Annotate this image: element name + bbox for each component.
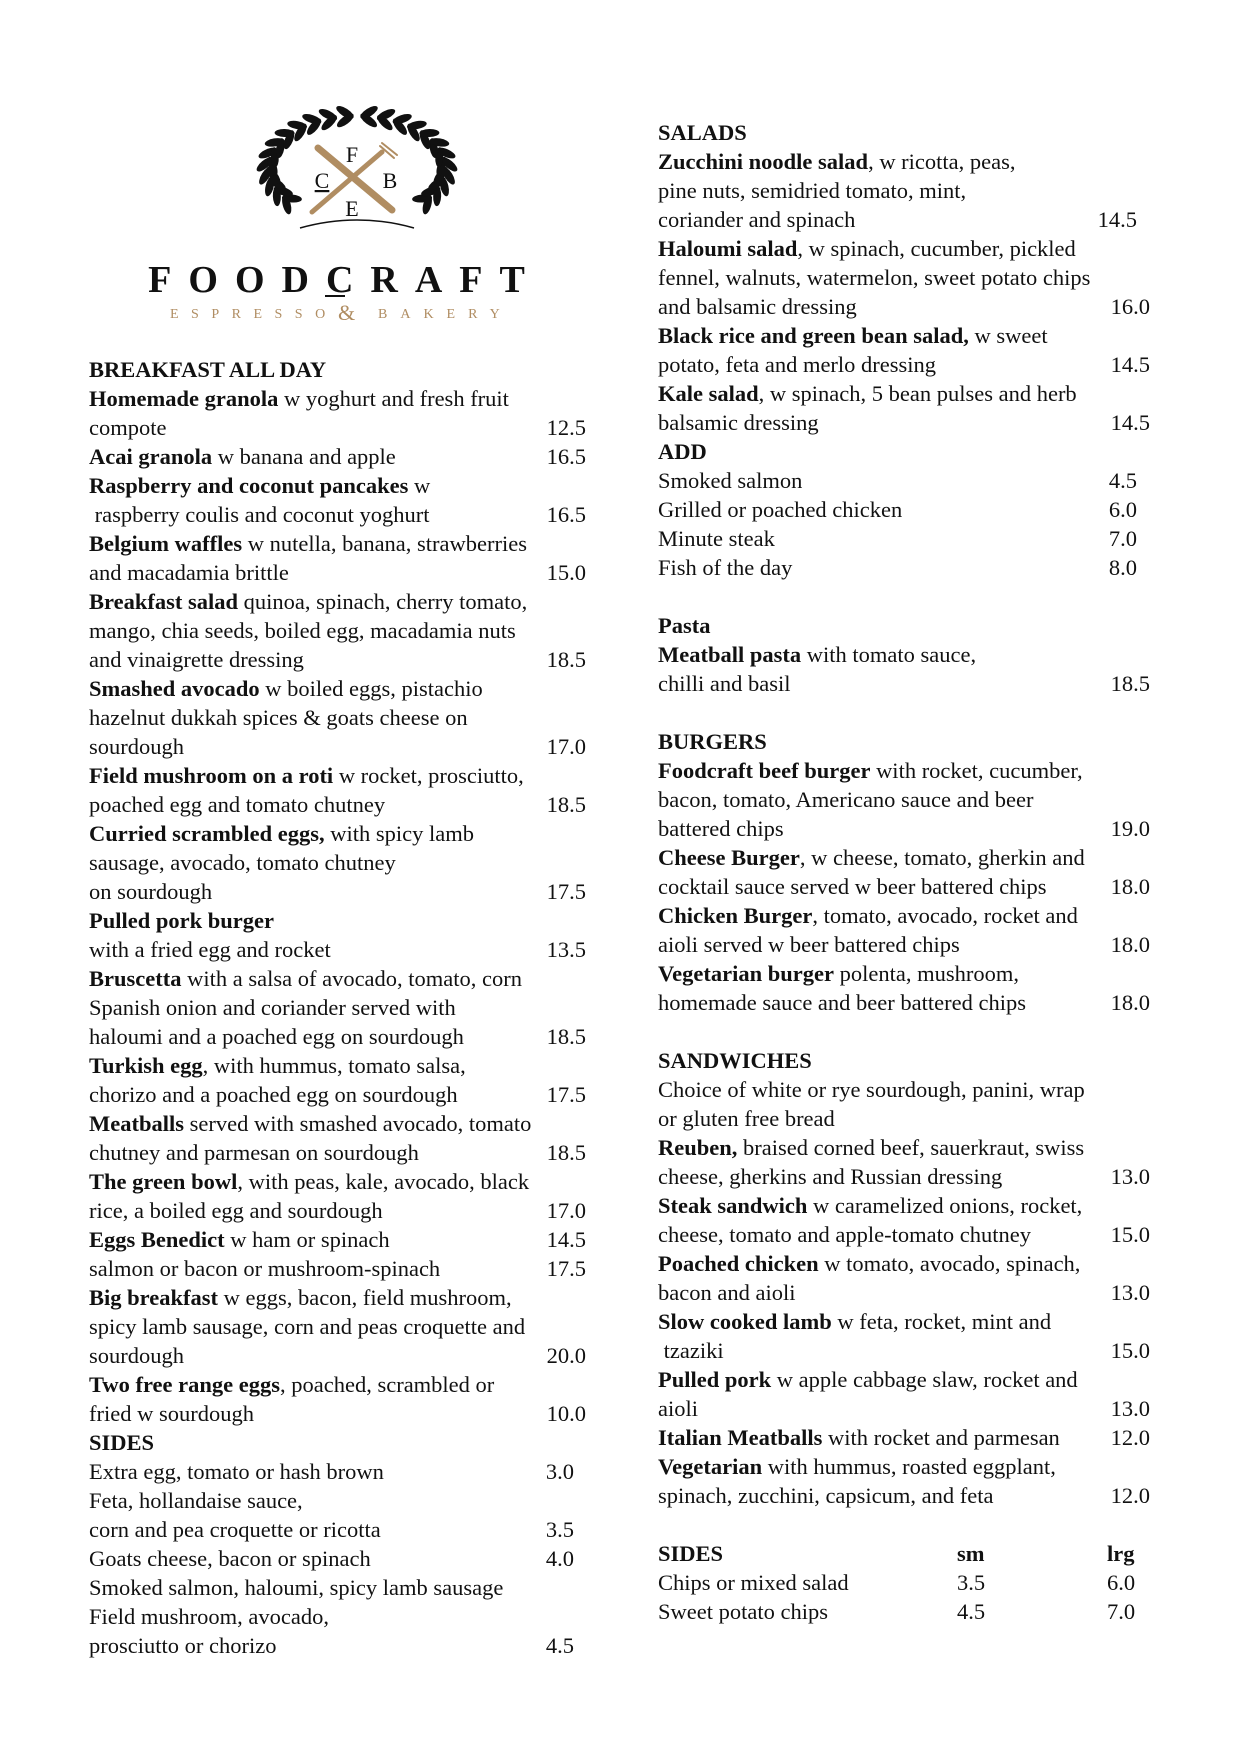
price-small: 3.5: [957, 1570, 986, 1595]
section-heading: SANDWICHES: [658, 1048, 812, 1073]
item-description: coriander and spinach: [658, 207, 856, 232]
menu-line: [658, 1133, 1150, 1162]
price-large: 6.0: [1107, 1570, 1136, 1595]
item-price: 12.0: [1110, 1425, 1150, 1450]
item-description: Minute steak: [658, 526, 775, 551]
item-price: 10.0: [546, 1401, 586, 1426]
item-name: Zucchini noodle salad: [658, 149, 869, 174]
menu-line: [89, 645, 586, 674]
item-price: 3.5: [545, 1517, 574, 1542]
menu-line: [89, 935, 586, 964]
menu-line: [658, 1394, 1150, 1423]
section-heading-row: [658, 611, 1150, 640]
menu-line: [89, 384, 586, 413]
item-description: Spanish onion and coriander served with: [89, 995, 456, 1020]
item-description: spinach, zucchini, capsicum, and feta: [658, 1483, 994, 1508]
item-description: Smoked salmon, haloumi, spicy lamb sausage: [89, 1575, 504, 1600]
item-description: , poached, scrambled or: [280, 1372, 495, 1397]
menu-line: [89, 471, 586, 500]
item-description: with tomato sauce,: [801, 642, 977, 667]
menu-line: [89, 1051, 586, 1080]
item-description: homemade sauce and beer battered chips: [658, 990, 1026, 1015]
item-price: 18.0: [1110, 874, 1150, 899]
item-description: chorizo and a poached egg on sourdough: [89, 1082, 458, 1107]
section-heading: BURGERS: [658, 729, 767, 754]
item-price: 3.0: [545, 1459, 574, 1484]
size-small-header: sm: [957, 1541, 985, 1566]
item-description: and balsamic dressing: [658, 294, 857, 319]
menu-line: [89, 529, 586, 558]
item-name: Foodcraft beef burger: [658, 758, 871, 783]
item-description: , with hummus, tomato salsa,: [202, 1053, 466, 1078]
monogram-c: C: [314, 168, 330, 193]
item-description: with rocket and parmesan: [822, 1425, 1060, 1450]
item-description: battered chips: [658, 816, 784, 841]
item-description: cheese, tomato and apple-tomato chutney: [658, 1222, 1031, 1247]
menu-line: [89, 1573, 586, 1602]
menu-line: [658, 1481, 1150, 1510]
menu-line: [658, 321, 1150, 350]
item-description: corn and pea croquette or ricotta: [89, 1517, 381, 1542]
item-price: 18.5: [546, 1024, 586, 1049]
item-description: , w ricotta, peas,: [868, 149, 1016, 174]
item-name: Chicken Burger: [658, 903, 813, 928]
item-description: sourdough: [89, 734, 184, 759]
item-description: Field mushroom, avocado,: [89, 1604, 329, 1629]
menu-line: [89, 1602, 586, 1631]
item-price: 18.0: [1110, 990, 1150, 1015]
menu-line: [658, 263, 1150, 292]
item-name: Meatball pasta: [658, 642, 802, 667]
item-description: with a salsa of avocado, tomato, corn: [181, 966, 523, 991]
item-price: 16.5: [546, 444, 586, 469]
item-price: 17.0: [546, 1198, 586, 1223]
item-price: 17.0: [546, 734, 586, 759]
item-description: hazelnut dukkah spices & goats cheese on: [89, 705, 468, 730]
item-price: 6.0: [1108, 497, 1137, 522]
menu-line: [658, 1597, 1150, 1626]
item-price: 14.5: [1097, 207, 1137, 232]
item-name: Steak sandwich: [658, 1193, 808, 1218]
item-description: w rocket, prosciutto,: [333, 763, 524, 788]
menu-line: [658, 843, 1150, 872]
menu-line: [658, 1104, 1150, 1133]
item-description: or gluten free bread: [658, 1106, 835, 1131]
menu-line: [89, 1370, 586, 1399]
item-name: Cheese Burger: [658, 845, 800, 870]
menu-line: [89, 1515, 586, 1544]
item-description: Grilled or poached chicken: [658, 497, 903, 522]
item-price: 15.0: [1110, 1222, 1150, 1247]
menu-line: [658, 1423, 1150, 1452]
menu-line: [658, 234, 1150, 263]
item-price: 18.5: [546, 1140, 586, 1165]
menu-line: [658, 785, 1150, 814]
item-name: Haloumi salad: [658, 236, 798, 261]
item-price: 7.0: [1108, 526, 1137, 551]
item-name: Reuben,: [658, 1135, 738, 1160]
item-description: and vinaigrette dressing: [89, 647, 304, 672]
menu-line: [658, 872, 1150, 901]
menu-line: [89, 1167, 586, 1196]
section-heading-row: [658, 118, 1150, 147]
spacer: [658, 582, 1150, 611]
menu-line: [89, 906, 586, 935]
item-price: 8.0: [1108, 555, 1137, 580]
menu-line: [89, 1022, 586, 1051]
item-name: Pulled pork: [658, 1367, 772, 1392]
section-heading-row: [658, 1046, 1150, 1075]
item-name: Black rice and green bean salad,: [658, 323, 969, 348]
menu-line: [89, 1341, 586, 1370]
menu-line: [658, 901, 1150, 930]
section-heading: Pasta: [658, 613, 711, 638]
price-small: 4.5: [957, 1599, 986, 1624]
item-price: 14.5: [1110, 352, 1150, 377]
menu-line: [89, 1109, 586, 1138]
item-description: prosciutto or chorizo: [89, 1633, 277, 1658]
menu-line: [89, 848, 586, 877]
item-description: salmon or bacon or mushroom-spinach: [89, 1256, 441, 1281]
menu-line: [658, 1220, 1150, 1249]
item-name: Raspberry and coconut pancakes: [89, 473, 409, 498]
item-description: chilli and basil: [658, 671, 791, 696]
item-price: 4.5: [545, 1633, 574, 1658]
menu-line: [89, 819, 586, 848]
item-price: 20.0: [546, 1343, 586, 1368]
item-description: potato, feta and merlo dressing: [658, 352, 937, 377]
item-description: aioli: [658, 1396, 698, 1421]
brand-name: FOODCRAFT: [148, 259, 542, 301]
item-name: The green bowl: [89, 1169, 238, 1194]
menu-line: [89, 1196, 586, 1225]
item-description: Sweet potato chips: [658, 1599, 828, 1624]
menu-line: [89, 964, 586, 993]
item-description: with spicy lamb: [324, 821, 474, 846]
menu-line: [658, 669, 1150, 698]
item-description: on sourdough: [89, 879, 213, 904]
item-price: 13.0: [1110, 1280, 1150, 1305]
menu-line: [89, 993, 586, 1022]
item-description: , with peas, kale, avocado, black: [237, 1169, 530, 1194]
section-heading-row: [658, 437, 1150, 466]
item-description: w boiled eggs, pistachio: [259, 676, 483, 701]
spacer: [658, 1017, 1150, 1046]
item-description: w tomato, avocado, spinach,: [818, 1251, 1081, 1276]
item-price: 15.0: [546, 560, 586, 585]
item-description: rice, a boiled egg and sourdough: [89, 1198, 383, 1223]
item-name: Vegetarian burger: [658, 961, 835, 986]
menu-line: [658, 1075, 1150, 1104]
item-price: 17.5: [546, 1082, 586, 1107]
item-name: Breakfast salad: [89, 589, 238, 614]
item-name: Belgium waffles: [89, 531, 243, 556]
item-name: Turkish egg: [89, 1053, 203, 1078]
menu-line: [658, 1278, 1150, 1307]
item-price: 14.5: [1110, 410, 1150, 435]
menu-line: [658, 640, 1150, 669]
menu-line: [658, 495, 1150, 524]
item-price: 12.5: [546, 415, 586, 440]
menu-line: [89, 1399, 586, 1428]
item-price: 16.5: [546, 502, 586, 527]
section-heading-row: [658, 1539, 1150, 1568]
menu-line: [658, 350, 1150, 379]
item-description: cocktail sauce served w beer battered chips: [658, 874, 1047, 899]
item-price: 14.5: [546, 1227, 586, 1252]
item-description: w ham or spinach: [224, 1227, 390, 1252]
menu-line: [658, 524, 1150, 553]
menu-line: [658, 1336, 1150, 1365]
item-name: Kale salad: [658, 381, 759, 406]
menu-line: [89, 587, 586, 616]
menu-line: [89, 1486, 586, 1515]
item-description: w caramelized onions, rocket,: [807, 1193, 1083, 1218]
menu-column-right: [658, 118, 1150, 1626]
section-heading: SIDES: [89, 1430, 155, 1455]
item-name: Slow cooked lamb: [658, 1309, 832, 1334]
item-description: w apple cabbage slaw, rocket and: [771, 1367, 1078, 1392]
item-description: spicy lamb sausage, corn and peas croquette and: [89, 1314, 526, 1339]
item-description: mango, chia seeds, boiled egg, macadamia nuts: [89, 618, 516, 643]
item-name: Pulled pork burger: [89, 908, 275, 933]
item-description: braised corned beef, sauerkraut, swiss: [737, 1135, 1085, 1160]
item-description: w yoghurt and fresh fruit: [278, 386, 509, 411]
item-description: Feta, hollandaise sauce,: [89, 1488, 303, 1513]
item-description: w banana and apple: [212, 444, 396, 469]
item-description: raspberry coulis and coconut yoghurt: [89, 502, 430, 527]
menu-line: [89, 616, 586, 645]
item-description: chutney and parmesan on sourdough: [89, 1140, 419, 1165]
item-description: and macadamia brittle: [89, 560, 289, 585]
item-description: , w cheese, tomato, gherkin and: [799, 845, 1085, 870]
menu-line: [89, 1254, 586, 1283]
item-price: 13.0: [1110, 1396, 1150, 1421]
spacer: [658, 1510, 1150, 1539]
tagline-bakery: BAKERY: [378, 307, 513, 322]
item-price: 15.0: [1110, 1338, 1150, 1363]
item-description: with hummus, roasted eggplant,: [762, 1454, 1056, 1479]
menu-line: [658, 553, 1150, 582]
menu-line: [658, 930, 1150, 959]
section-heading-row: [89, 1428, 586, 1457]
menu-line: [89, 732, 586, 761]
menu-line: [89, 1080, 586, 1109]
item-description: sourdough: [89, 1343, 184, 1368]
menu-line: [89, 1544, 586, 1573]
menu-line: [89, 877, 586, 906]
item-description: fried w sourdough: [89, 1401, 254, 1426]
section-heading: ADD: [658, 439, 707, 464]
item-name: Big breakfast: [89, 1285, 218, 1310]
item-description: Fish of the day: [658, 555, 793, 580]
item-description: with a fried egg and rocket: [89, 937, 331, 962]
menu-line: [658, 1249, 1150, 1278]
item-name: Eggs Benedict: [89, 1227, 225, 1252]
item-name: Two free range eggs: [89, 1372, 280, 1397]
item-description: w nutella, banana, strawberries: [242, 531, 527, 556]
menu-line: [89, 1225, 586, 1254]
item-description: bacon, tomato, Americano sauce and beer: [658, 787, 1034, 812]
menu-line: [89, 1631, 586, 1660]
item-description: , w spinach, 5 bean pulses and herb: [758, 381, 1077, 406]
menu-line: [658, 959, 1150, 988]
menu-line: [658, 408, 1150, 437]
menu-line: [658, 988, 1150, 1017]
item-name: Vegetarian: [658, 1454, 763, 1479]
tagline-espresso: ESPRESSO: [170, 307, 338, 322]
menu-line: [89, 790, 586, 819]
menu-line: [658, 205, 1150, 234]
item-description: Choice of white or rye sourdough, panini, wrap: [658, 1077, 1085, 1102]
item-description: poached egg and tomato chutney: [89, 792, 386, 817]
item-description: pine nuts, semidried tomato, mint,: [658, 178, 967, 203]
section-heading: SALADS: [658, 120, 747, 145]
item-description: sausage, avocado, tomato chutney: [89, 850, 396, 875]
menu-line: [658, 1191, 1150, 1220]
tagline-ampersand: &: [338, 300, 356, 325]
menu-line: [89, 500, 586, 529]
item-price: 13.5: [546, 937, 586, 962]
section-heading: SIDES: [658, 1541, 724, 1566]
item-name: Italian Meatballs: [658, 1425, 823, 1450]
item-price: 12.0: [1110, 1483, 1150, 1508]
menu-line: [658, 292, 1150, 321]
item-description: tzaziki: [658, 1338, 724, 1363]
item-description: haloumi and a poached egg on sourdough: [89, 1024, 464, 1049]
item-description: , tomato, avocado, rocket and: [812, 903, 1078, 928]
item-price: 17.5: [546, 1256, 586, 1281]
menu-line: [658, 176, 1150, 205]
menu-line: [658, 1568, 1150, 1597]
menu-line: [658, 1365, 1150, 1394]
item-price: 19.0: [1110, 816, 1150, 841]
menu-line: [89, 1457, 586, 1486]
menu-line: [658, 756, 1150, 785]
menu-line: [89, 761, 586, 790]
item-name: Bruscetta: [89, 966, 182, 991]
item-price: 16.0: [1110, 294, 1150, 319]
item-price: 17.5: [546, 879, 586, 904]
menu-line: [89, 1283, 586, 1312]
item-description: Extra egg, tomato or hash brown: [89, 1459, 384, 1484]
item-price: 13.0: [1110, 1164, 1150, 1189]
item-description: w eggs, bacon, field mushroom,: [217, 1285, 512, 1310]
menu-line: [658, 1452, 1150, 1481]
item-description: aioli served w beer battered chips: [658, 932, 960, 957]
item-description: polenta, mushroom,: [834, 961, 1019, 986]
menu-line: [658, 1162, 1150, 1191]
menu-line: [89, 1312, 586, 1341]
item-description: with rocket, cucumber,: [870, 758, 1083, 783]
menu-line: [658, 147, 1150, 176]
monogram-b: B: [382, 168, 398, 193]
spacer: [658, 698, 1150, 727]
price-large: 7.0: [1107, 1599, 1136, 1624]
item-name: Homemade granola: [89, 386, 279, 411]
item-price: 18.5: [546, 647, 586, 672]
item-price: 4.0: [545, 1546, 574, 1571]
menu-line: [89, 703, 586, 732]
item-description: fennel, walnuts, watermelon, sweet potato chips: [658, 265, 1091, 290]
size-large-header: lrg: [1107, 1541, 1135, 1566]
item-price: 4.5: [1108, 468, 1137, 493]
menu-line: [89, 558, 586, 587]
menu-line: [89, 1138, 586, 1167]
item-description: Chips or mixed salad: [658, 1570, 849, 1595]
item-description: compote: [89, 415, 167, 440]
item-name: Field mushroom on a roti: [89, 763, 334, 788]
monogram-e: E: [345, 196, 359, 221]
item-price: 18.0: [1110, 932, 1150, 957]
menu-column-left: [89, 355, 586, 1660]
item-description: cheese, gherkins and Russian dressing: [658, 1164, 1003, 1189]
section-heading-row: [89, 355, 586, 384]
item-description: bacon and aioli: [658, 1280, 796, 1305]
menu-line: [89, 442, 586, 471]
item-price: 18.5: [1110, 671, 1150, 696]
item-description: served with smashed avocado, tomato: [184, 1111, 532, 1136]
menu-line: [89, 674, 586, 703]
item-description: , w spinach, cucumber, pickled: [797, 236, 1076, 261]
item-description: balsamic dressing: [658, 410, 819, 435]
item-name: Acai granola: [89, 444, 213, 469]
item-description: w: [408, 473, 431, 498]
item-name: Curried scrambled eggs,: [89, 821, 325, 846]
item-description: Goats cheese, bacon or spinach: [89, 1546, 371, 1571]
item-description: w feta, rocket, mint and: [831, 1309, 1052, 1334]
menu-line: [658, 379, 1150, 408]
item-description: Smoked salmon: [658, 468, 803, 493]
menu-line: [89, 413, 586, 442]
item-price: 18.5: [546, 792, 586, 817]
menu-line: [658, 466, 1150, 495]
menu-line: [658, 1307, 1150, 1336]
item-name: Meatballs: [89, 1111, 184, 1136]
section-heading-row: [658, 727, 1150, 756]
menu-line: [658, 814, 1150, 843]
monogram-f: F: [345, 142, 359, 167]
section-heading: BREAKFAST ALL DAY: [89, 357, 327, 382]
item-name: Poached chicken: [658, 1251, 819, 1276]
item-description: w sweet: [968, 323, 1048, 348]
item-description: quinoa, spinach, cherry tomato,: [237, 589, 528, 614]
item-name: Smashed avocado: [89, 676, 260, 701]
